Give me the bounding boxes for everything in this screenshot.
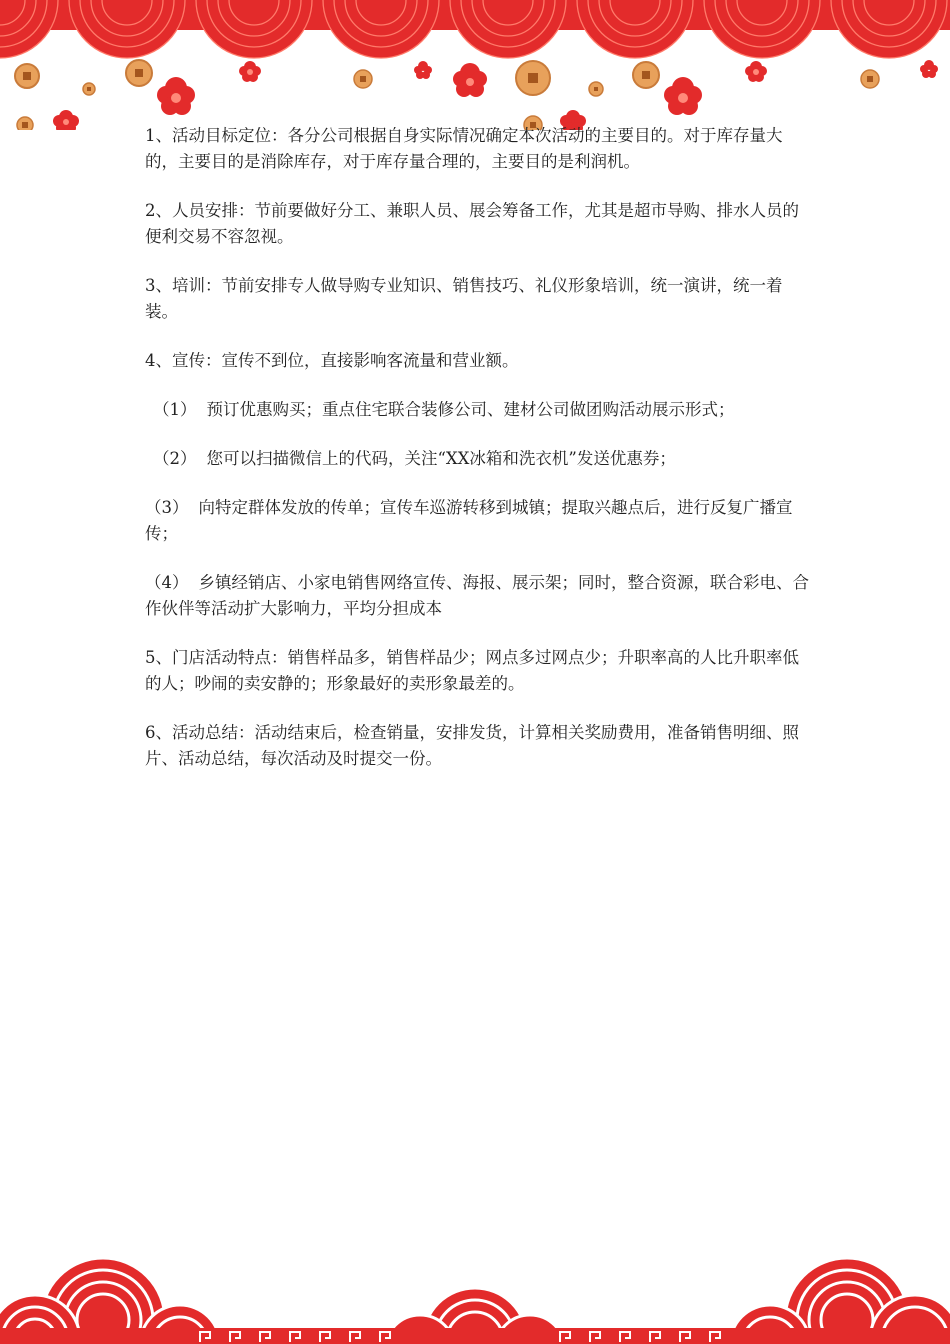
paragraph-promotion: 4、宣传：宣传不到位，直接影响客流量和营业额。 xyxy=(145,351,519,370)
coin-icon xyxy=(15,64,39,88)
scallop-arcs xyxy=(0,0,950,58)
plum-blossom-icon xyxy=(53,110,79,130)
plum-blossom-icon xyxy=(745,61,767,82)
sub-item-label: （3） xyxy=(145,498,189,517)
header-decoration xyxy=(0,0,950,130)
sub-item-text: 您可以扫描微信上的代码，关注“XX冰箱和洗衣机”发送优惠券； xyxy=(206,449,676,468)
sub-item-label: （2） xyxy=(153,449,197,468)
paragraph-summary: 6、活动总结：活动结束后，检查销量，安排发货，计算相关奖励费用，准备销售明细、照片、活动总结，每次活动及时提交一份。 xyxy=(145,723,799,768)
sub-item-1 xyxy=(153,397,815,423)
paragraph-training: 3、培训：节前安排专人做导购专业知识、销售技巧、礼仪形象培训，统一演讲，统一着装。 xyxy=(145,276,783,321)
sub-item-4 xyxy=(145,570,815,622)
sub-item-label: （4） xyxy=(145,573,189,592)
footer-decoration xyxy=(0,1250,950,1344)
sub-item-2 xyxy=(153,446,815,472)
paragraph-store-features: 5、门店活动特点：销售样品多，销售样品少；网点多过网点少；升职率高的人比升职率低的人；吵闹的卖安静的；形象最好的卖形象最差的。 xyxy=(145,648,799,693)
plum-blossom-icon xyxy=(453,63,487,97)
coin-icon xyxy=(354,70,372,88)
plum-blossom-icon xyxy=(664,77,702,115)
coin-icon xyxy=(126,60,152,86)
paragraph-staffing: 2、人员安排：节前要做好分工、兼职人员、展会筹备工作，尤其是超市导购、排水人员的便利交易不容忽视。 xyxy=(145,201,799,246)
sub-item-text: 预订优惠购买；重点住宅联合装修公司、建材公司做团购活动展示形式； xyxy=(206,400,735,419)
document-body xyxy=(145,123,815,795)
coin-icon xyxy=(516,61,550,95)
sub-item-label: （1） xyxy=(153,400,197,419)
plum-blossom-icon xyxy=(920,60,938,78)
coin-icon xyxy=(589,82,603,96)
coin-icon xyxy=(83,83,95,95)
sub-item-text: 向特定群体发放的传单；宣传车巡游转移到城镇；提取兴趣点后，进行反复广播宣传； xyxy=(145,498,793,543)
plum-blossom-icon xyxy=(157,77,195,115)
plum-blossom-icon xyxy=(414,61,432,79)
sub-item-3 xyxy=(145,495,815,547)
coin-icon xyxy=(633,62,659,88)
coin-icon xyxy=(17,117,33,130)
paragraph-goal: 1、活动目标定位：各分公司根据自身实际情况确定本次活动的主要目的。对于库存量大的，主要目的是消除库存，对于库存量合理的，主要目的是利润机。 xyxy=(145,126,783,171)
coin-icon xyxy=(861,70,879,88)
plum-blossom-icon xyxy=(239,61,261,82)
sub-item-text: 乡镇经销店、小家电销售网络宣传、海报、展示架；同时，整合资源，联合彩电、合作伙伴等活动扩大影响力，平均分担成本 xyxy=(145,573,809,618)
